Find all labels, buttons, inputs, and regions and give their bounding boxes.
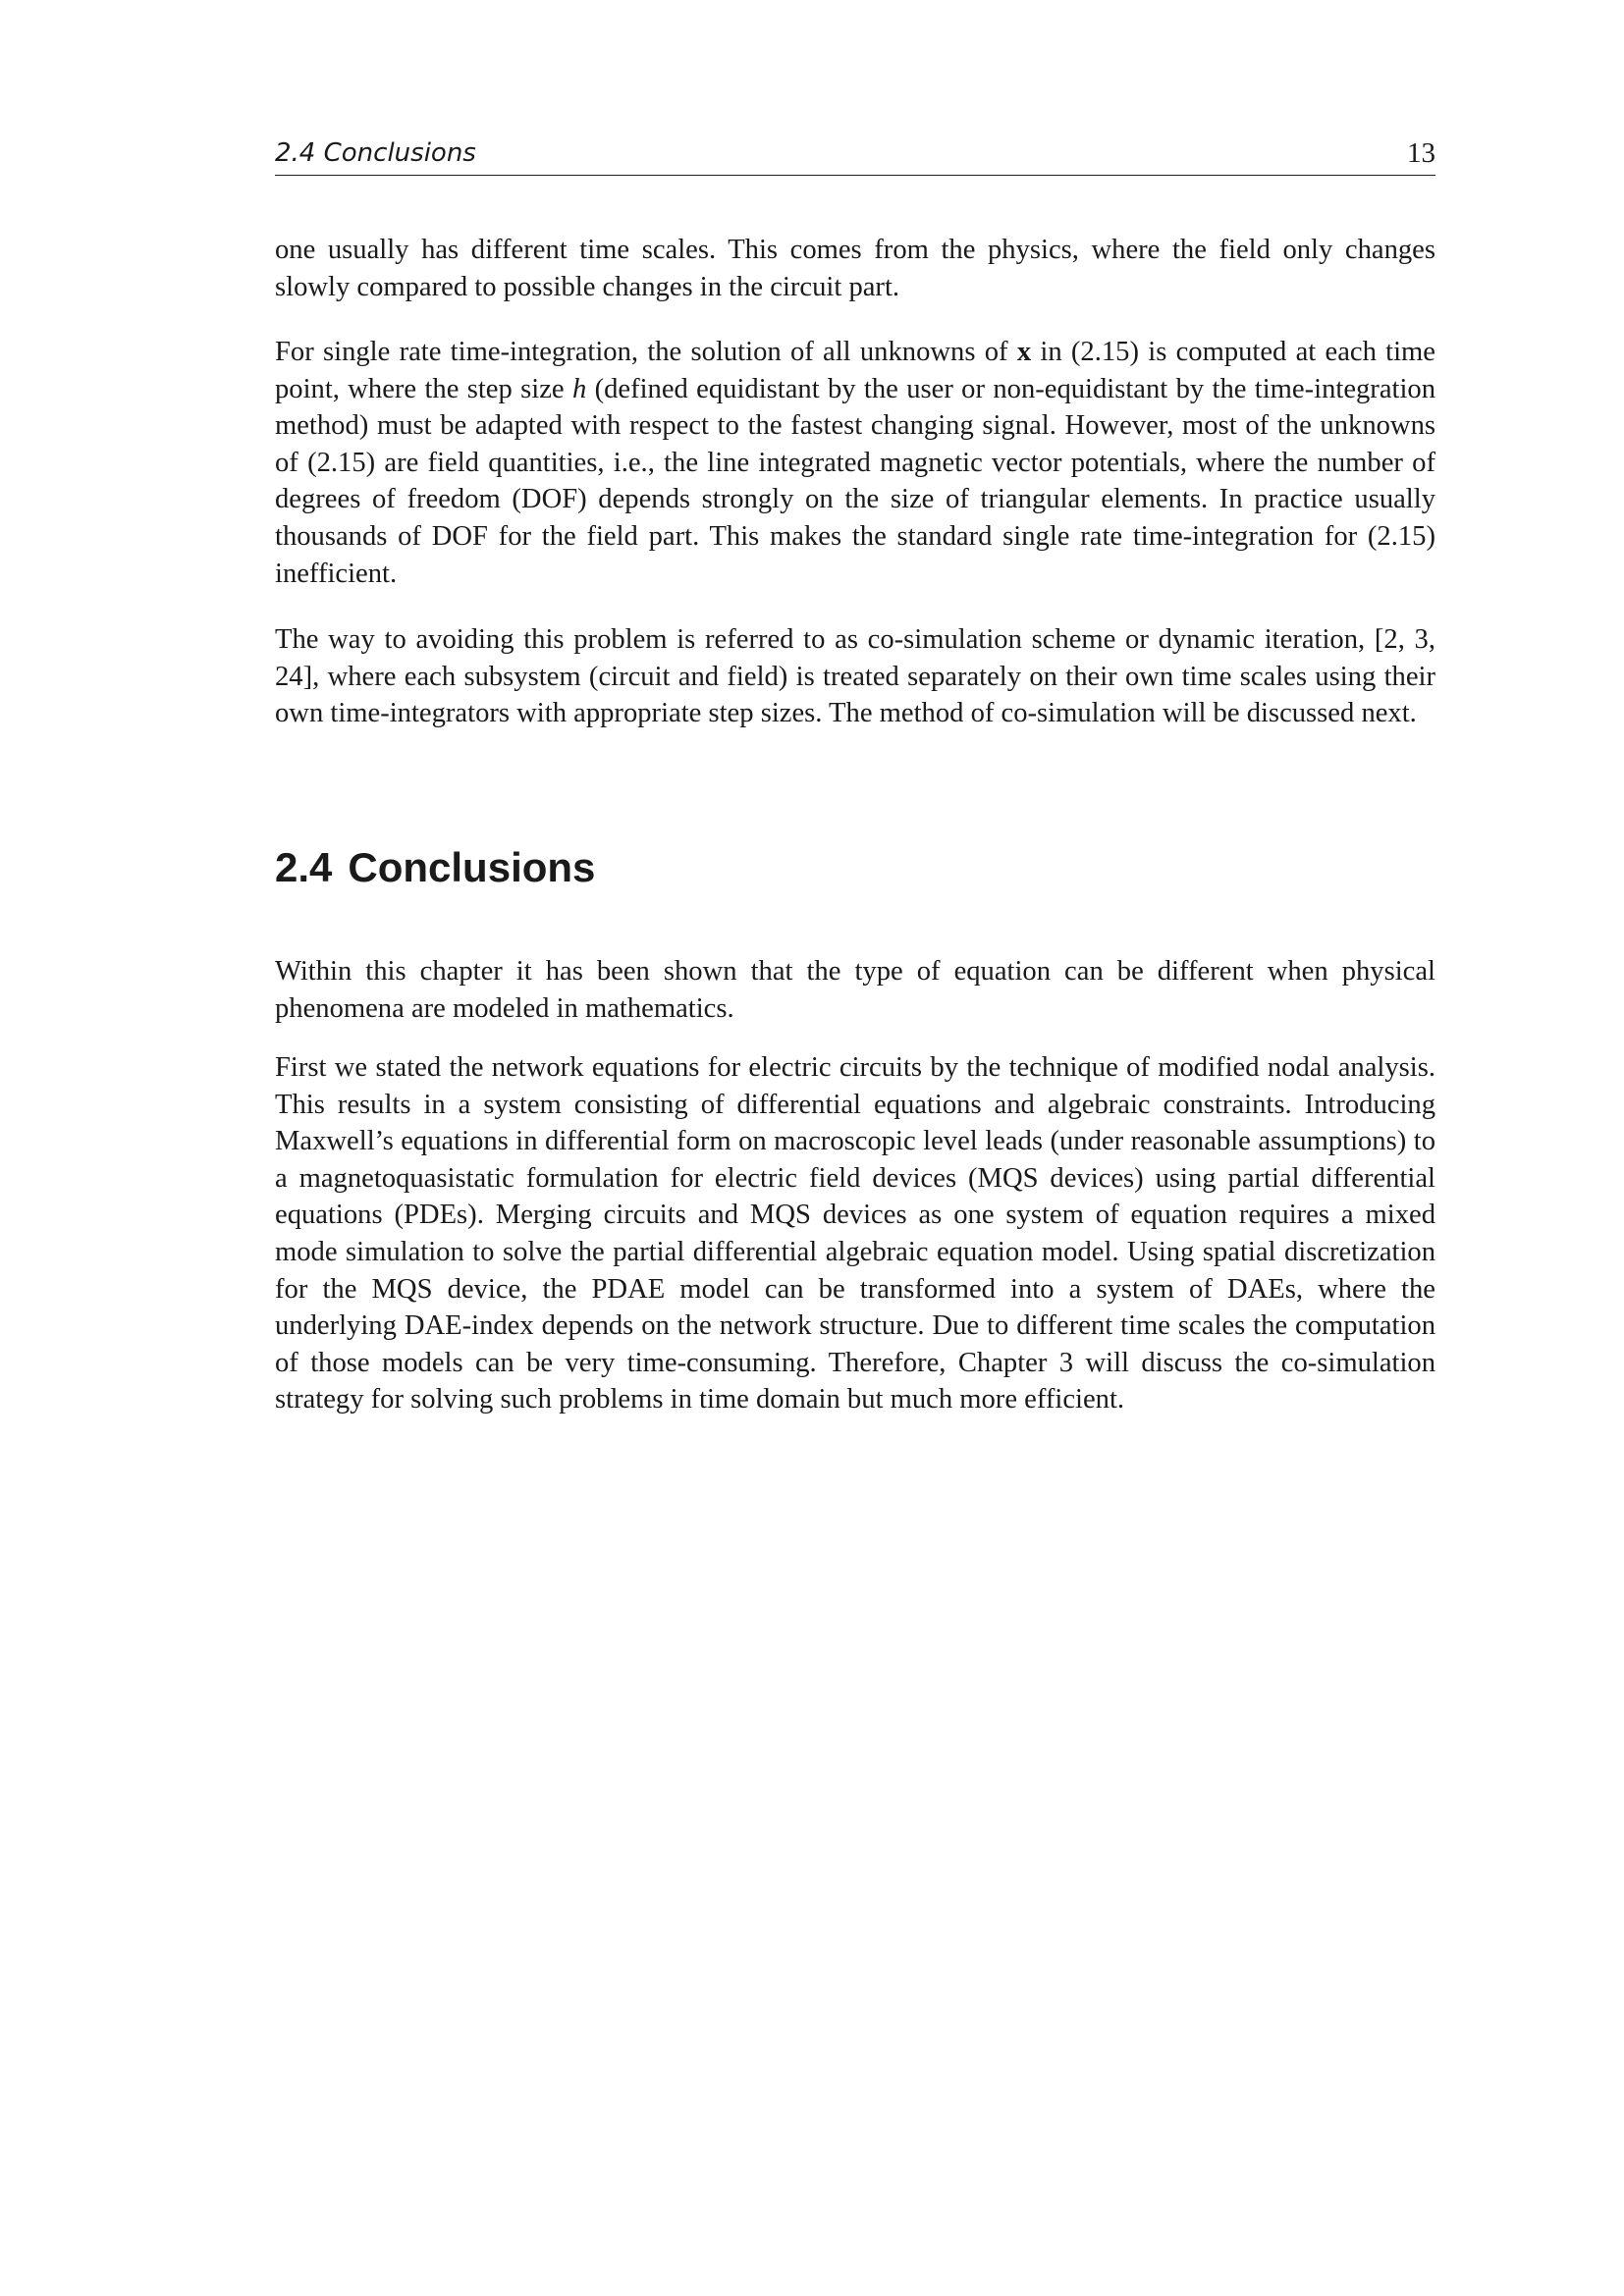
section-title: Conclusions xyxy=(348,844,596,890)
math-h: h xyxy=(571,373,587,404)
paragraph-chapter-summary: Within this chapter it has been shown that the type of equation can be different when physical phenomena are modeled in mathematics. xyxy=(275,956,1435,1024)
section-number: 2.4 xyxy=(275,844,333,890)
paragraph-text: in (2.15) is computed at each time point, where the step size xyxy=(275,337,1435,404)
paragraph-co-simulation: The way to avoiding this problem is referred to as co-simulation scheme or dynamic iteration, [2, 3, 24], where each subsystem (circuit and field) is treated separately on their own time scales using their own time-integrators with appropriate step sizes. The method of co-simulation will be discussed next. xyxy=(275,624,1435,729)
page-number: 13 xyxy=(1407,137,1435,169)
math-x: x xyxy=(1016,337,1032,367)
section-heading xyxy=(275,842,595,893)
paragraph-text: For single rate time-integration, the solution of all unknowns of xyxy=(275,337,1017,367)
paragraph-conclusions: First we stated the network equations for electric circuits by the technique of modified nodal analysis. This results in a system consisting of differential equations and algebraic constraints. Introducing Maxwell’s equations in differential form on macroscopic level leads (under reasonable assumptions) to a magnetoquasistatic formulation for electric field devices (MQS devices) using partial differential equations (PDEs). Merging circuits and MQS devices as one system of equation requires a mixed mode simulation to solve the partial differential algebraic equation model. Using spatial discretization for the MQS device, the PDAE model can be transformed into a system of DAEs, where the underlying DAE-index depends on the network structure. Due to different time scales the computation of those models can be very time-consuming. Therefore, Chapter 3 will discuss the co-simulation strategy for solving such problems in time domain but much more efficient. xyxy=(275,1052,1435,1415)
paragraph-single-rate xyxy=(275,334,1435,592)
paragraph-text: (defined equidistant by the user or non-equidistant by the time-integration method) must be adapted with respect to the fastest changing signal. However, most of the unknowns of (2.15) are field quantities, i.e., the line integrated magnetic vector potentials, where the number of degrees of freedom (DOF) depends strongly on the size of triangular elements. In practice usually thousands of DOF for the field part. This makes the standard single rate time-integration for (2.15) inefficient. xyxy=(275,373,1436,589)
running-title: 2.4 Conclusions xyxy=(275,138,476,168)
paragraph-time-scales: one usually has different time scales. This comes from the physics, where the field only changes slowly compared to possible changes in the circuit part. xyxy=(275,235,1435,302)
running-header xyxy=(275,132,1435,176)
